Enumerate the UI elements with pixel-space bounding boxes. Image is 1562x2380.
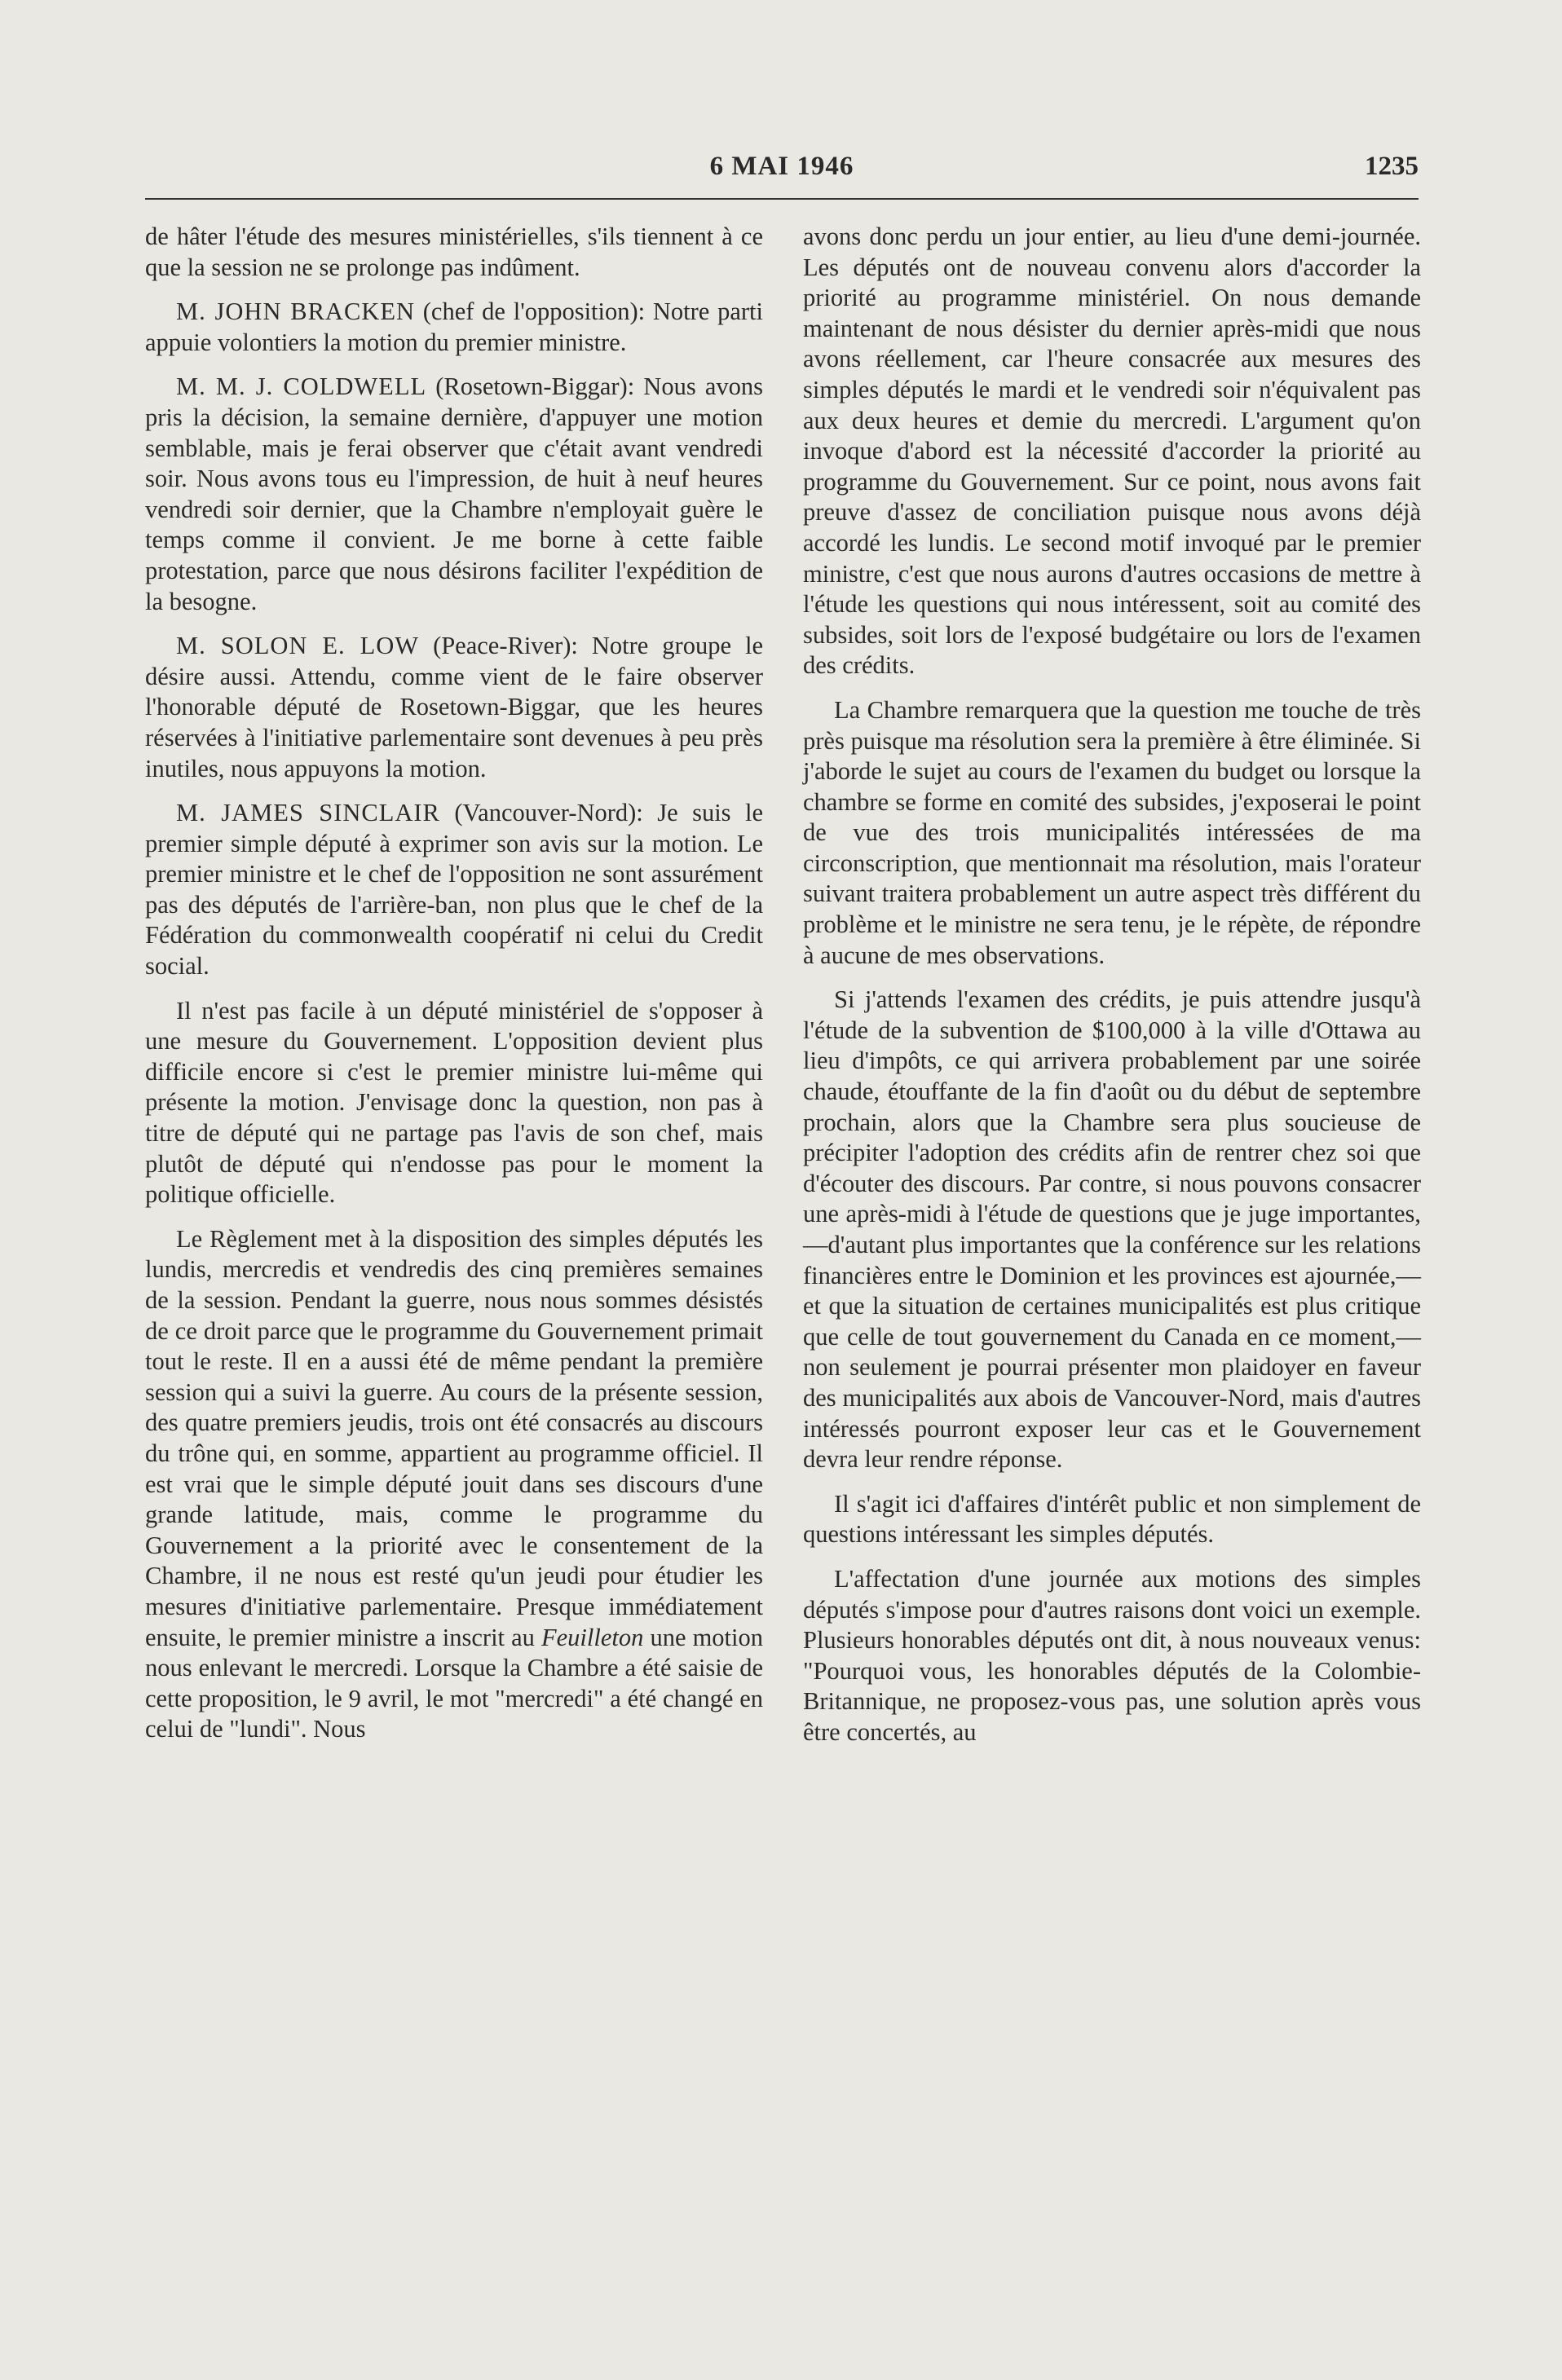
speaker-name: M. JOHN BRACKEN	[176, 298, 415, 326]
speech-text: (Vancouver-Nord): Je suis le premier simple député à exprimer son avis sur la motion. Le premier ministre et le chef de l'opposition ne sont assurément pas des députés de l'arrière-ban, non plus que le chef de la Fédération du commonwealth coopératif ni celui du Credit social.	[145, 799, 764, 981]
speech-coldwell	[145, 372, 763, 617]
feuilleton-italic: Feuilleton	[541, 1623, 644, 1651]
paragraph: de hâter l'étude des mesures ministérielles, s'ils tiennent à ce que la session ne se prolonge pas indûment.	[145, 223, 763, 281]
header-rule	[145, 198, 1419, 200]
paragraph-text: Le Règlement met à la disposition des simples députés les lundis, mercredis et vendredis des cinq premières semaines de la session. Pendant la guerre, nous nous sommes désistés de ce droit parce que le programme du Gouvernement primait tout le reste. Il en a aussi été de même pendant la première session qui a suivi la guerre. Au cours de la présente session, des quatre premiers jeudis, trois ont été consacrés au discours du trône qui, en somme, appartient au programme officiel. Il est vrai que le simple député jouit dans ses discours d'une grande latitude, mais, comme le programme du Gouvernement a la priorité avec le consentement de la Chambre, il ne nous est resté qu'un jeudi pour étudier les mesures d'initiative parlementaire. Presque immédiatement ensuite, le premier ministre a inscrit au	[145, 1224, 763, 1651]
speech-text: (chef de l'opposition): Notre parti appuie volontiers la motion du premier ministre.	[145, 298, 763, 356]
left-column	[145, 222, 763, 1759]
speaker-name: M. SOLON E. LOW	[176, 632, 420, 660]
paragraph-text: une motion nous enlevant le mercredi. Lorsque la Chambre a été saisie de cette proposition, le 9 avril, le mot "mercredi" a été changé en celui de "lundi". Nous	[145, 1623, 763, 1743]
paragraph: Il n'est pas facile à un député ministériel de s'opposer à une mesure du Gouvernement. L'opposition devient plus difficile encore si c'est le premier ministre lui-même qui présente la motion. J'envisage donc la question, non pas à titre de député qui ne partage pas l'avis de son chef, mais plutôt de député qui n'endosse pas pour le moment la politique officielle.	[145, 996, 763, 1209]
paragraph	[145, 1224, 763, 1745]
page-header	[145, 152, 1419, 192]
paragraph: avons donc perdu un jour entier, au lieu d'une demi-journée. Les députés ont de nouveau convenu alors d'accorder la priorité au programme ministériel. On nous demande maintenant de nous désister du dernier après-midi que nous avons réellement, car l'heure consacrée aux mesures des simples députés le mardi et le vendredi soir n'équivalent pas aux deux heures et demie du mercredi. L'argument qu'on invoque d'abord est la nécessité d'accorder la priorité au programme du Gouvernement. Sur ce point, nous avons fait preuve d'assez de conciliation puisque nous avons déjà accordé les lundis. Le second motif invoqué par le premier ministre, c'est que nous aurons d'autres occasions de mettre à l'étude les questions qui nous intéressent, soit au comité des subsides, soit lors de l'exposé budgétaire ou lors de l'examen des crédits.	[803, 223, 1421, 680]
right-column	[803, 222, 1421, 1762]
paragraph: La Chambre remarquera que la question me touche de très près puisque ma résolution sera la première à être éliminée. Si j'aborde le sujet au cours de l'examen du budget ou lorsque la chambre se forme en comité des subsides, j'exposerai le point de vue des trois municipalités intéressées de ma circonscription, que mentionnait ma résolution, mais l'orateur suivant traitera probablement un autre aspect très différent du problème et le ministre ne sera tenu, je le répète, de répondre à aucune de mes observations.	[803, 695, 1421, 969]
speaker-name: M. M. J. COLDWELL	[176, 372, 427, 401]
page-number: 1235	[1365, 152, 1419, 181]
speech-low	[145, 631, 763, 784]
speech-text: (Peace-River): Notre groupe le désire aussi. Attendu, comme vient de le faire observer l'honorable député de Rosetown-Biggar, que les heures réservées à l'initiative parlementaire sont devenues à peu près inutiles, nous appuyons la motion.	[145, 632, 763, 782]
paragraph: Il s'agit ici d'affaires d'intérêt public et non simplement de questions intéressant les simples députés.	[803, 1489, 1421, 1549]
speaker-name: M. JAMES SINCLAIR	[176, 799, 440, 827]
paragraph: L'affectation d'une journée aux motions des simples députés s'impose pour d'autres raisons dont voici un exemple. Plusieurs honorables députés ont dit, à nous nouveaux venus: "Pourquoi vous, les honorables députés de la Colombie-Britannique, ne proposez-vous pas, une solution après vous être concertés, au	[803, 1564, 1421, 1746]
speech-bracken	[145, 297, 763, 358]
paragraph: Si j'attends l'examen des crédits, je puis attendre jusqu'à l'étude de la subvention de $100,000 à la ville d'Ottawa au lieu d'impôts, ce qui arrivera probablement par une soirée chaude, étouffante de la fin d'août ou du début de septembre prochain, alors que la Chambre sera plus soucieuse de précipiter l'adoption des crédits afin de rentrer chez soi que d'écouter des discours. Par contre, si nous pouvons consacrer une après-midi à l'étude de questions que je juge importantes,—d'autant plus importantes que la conférence sur les relations financières entre le Dominion et les provinces est ajournée,—et que la situation de certaines municipalités est plus critique que celle de tout gouvernement du Canada en ce moment,—non seulement je pourrai présenter mon plaidoyer en faveur des municipalités aux abois de Vancouver-Nord, mais d'autres intéressés pourront exposer leur cas et le Gouvernement devra leur rendre réponse.	[803, 985, 1421, 1474]
header-date: 6 MAI 1946	[709, 152, 854, 181]
speech-sinclair	[145, 798, 763, 982]
speech-text: (Rosetown-Biggar): Nous avons pris la décision, la semaine dernière, d'appuyer une motion semblable, mais je ferai observer que c'était avant vendredi soir. Nous avons tous eu l'impression, de huit à neuf heures vendredi soir dernier, que la Chambre n'employait guère le temps comme il convient. Je me borne à cette faible protestation, parce que nous désirons faciliter l'expédition de la besogne.	[145, 372, 763, 615]
